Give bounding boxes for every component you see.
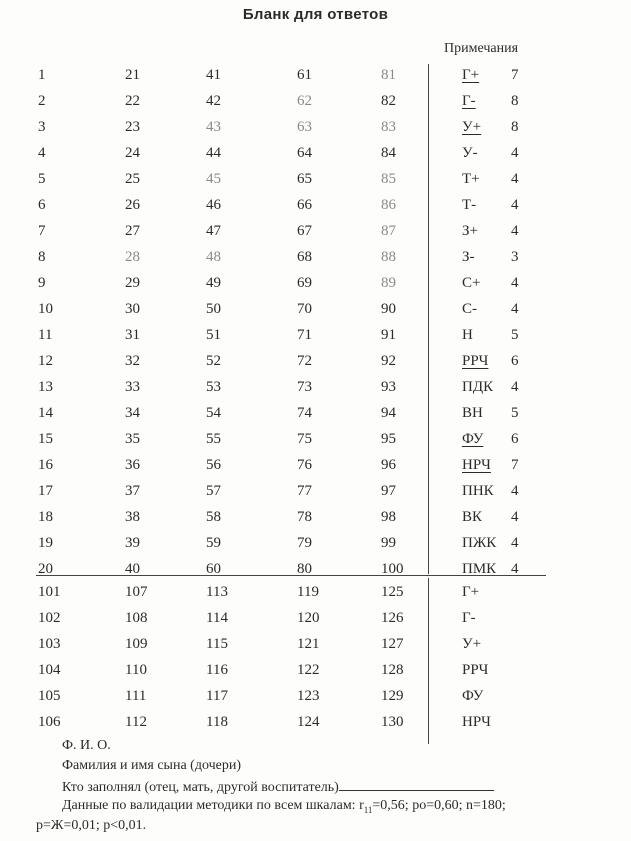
item-number: 61 bbox=[297, 67, 312, 83]
item-number: 62 bbox=[297, 93, 312, 109]
item-number: 37 bbox=[125, 483, 140, 499]
item-number: 64 bbox=[297, 145, 312, 161]
item-number: 6 bbox=[38, 197, 46, 213]
item-number: 44 bbox=[206, 145, 221, 161]
note-scale: РРЧ bbox=[462, 353, 489, 369]
note-scale: ФУ bbox=[462, 688, 484, 704]
item-number: 129 bbox=[381, 688, 404, 704]
item-number: 13 bbox=[38, 379, 53, 395]
note-value: 4 bbox=[511, 535, 519, 551]
item-number: 58 bbox=[206, 509, 221, 525]
item-number: 120 bbox=[297, 610, 320, 626]
item-number: 12 bbox=[38, 353, 53, 369]
note-value: 4 bbox=[511, 561, 519, 577]
item-number: 102 bbox=[38, 610, 61, 626]
item-number: 76 bbox=[297, 457, 312, 473]
note-value: 7 bbox=[511, 67, 519, 83]
item-number: 25 bbox=[125, 171, 140, 187]
note-value: 5 bbox=[511, 327, 519, 343]
item-number: 118 bbox=[206, 714, 228, 730]
item-number: 48 bbox=[206, 249, 221, 265]
form-title: Бланк для ответов bbox=[242, 6, 389, 23]
item-number: 38 bbox=[125, 509, 140, 525]
note-scale: З- bbox=[462, 249, 475, 265]
item-number: 109 bbox=[125, 636, 148, 652]
item-number: 47 bbox=[206, 223, 221, 239]
item-number: 88 bbox=[381, 249, 396, 265]
item-number: 91 bbox=[381, 327, 396, 343]
item-number: 83 bbox=[381, 119, 396, 135]
item-number: 1 bbox=[38, 67, 46, 83]
item-number: 77 bbox=[297, 483, 312, 499]
item-number: 105 bbox=[38, 688, 61, 704]
notes-header: Примечания bbox=[444, 41, 519, 56]
note-scale: ПДК bbox=[462, 379, 494, 395]
item-number: 56 bbox=[206, 457, 221, 473]
item-number: 94 bbox=[381, 405, 396, 421]
notes-divider-top bbox=[428, 64, 429, 574]
item-number: 7 bbox=[38, 223, 46, 239]
note-scale: ВН bbox=[462, 405, 483, 421]
note-scale: Т+ bbox=[462, 171, 480, 187]
item-number: 51 bbox=[206, 327, 221, 343]
child-name-line: Фамилия и имя сына (дочери) bbox=[62, 758, 241, 773]
item-number: 11 bbox=[38, 327, 53, 343]
item-number: 86 bbox=[381, 197, 396, 213]
note-scale: С+ bbox=[462, 275, 481, 291]
item-number: 43 bbox=[206, 119, 221, 135]
note-scale: ПМК bbox=[462, 561, 497, 577]
item-number: 101 bbox=[38, 584, 61, 600]
item-number: 125 bbox=[381, 584, 404, 600]
item-number: 73 bbox=[297, 379, 312, 395]
note-value: 6 bbox=[511, 353, 519, 369]
item-number: 59 bbox=[206, 535, 221, 551]
item-number: 46 bbox=[206, 197, 221, 213]
item-number: 117 bbox=[206, 688, 228, 704]
item-number: 93 bbox=[381, 379, 396, 395]
item-number: 18 bbox=[38, 509, 53, 525]
item-number: 8 bbox=[38, 249, 46, 265]
item-number: 29 bbox=[125, 275, 140, 291]
note-value: 8 bbox=[511, 93, 519, 109]
item-number: 84 bbox=[381, 145, 396, 161]
item-number: 98 bbox=[381, 509, 396, 525]
item-number: 52 bbox=[206, 353, 221, 369]
item-number: 33 bbox=[125, 379, 140, 395]
note-value: 6 bbox=[511, 431, 519, 447]
note-scale: РРЧ bbox=[462, 662, 489, 678]
item-number: 15 bbox=[38, 431, 53, 447]
notes-divider-bottom bbox=[428, 578, 429, 744]
item-number: 54 bbox=[206, 405, 221, 421]
note-scale: НРЧ bbox=[462, 714, 491, 730]
item-number: 20 bbox=[38, 561, 53, 577]
item-number: 41 bbox=[206, 67, 221, 83]
item-number: 87 bbox=[381, 223, 396, 239]
note-value: 4 bbox=[511, 275, 519, 291]
item-number: 45 bbox=[206, 171, 221, 187]
item-number: 10 bbox=[38, 301, 53, 317]
note-value: 4 bbox=[511, 483, 519, 499]
item-number: 122 bbox=[297, 662, 320, 678]
note-value: 3 bbox=[511, 249, 519, 265]
note-scale: Г- bbox=[462, 93, 476, 109]
item-number: 130 bbox=[381, 714, 404, 730]
item-number: 85 bbox=[381, 171, 396, 187]
item-number: 104 bbox=[38, 662, 61, 678]
item-number: 112 bbox=[125, 714, 147, 730]
note-scale: Г- bbox=[462, 610, 476, 626]
item-number: 67 bbox=[297, 223, 312, 239]
item-number: 57 bbox=[206, 483, 221, 499]
item-number: 53 bbox=[206, 379, 221, 395]
item-number: 90 bbox=[381, 301, 396, 317]
item-number: 27 bbox=[125, 223, 140, 239]
item-number: 108 bbox=[125, 610, 148, 626]
note-scale: З+ bbox=[462, 223, 478, 239]
item-number: 40 bbox=[125, 561, 140, 577]
item-number: 100 bbox=[381, 561, 404, 577]
item-number: 9 bbox=[38, 275, 46, 291]
item-number: 116 bbox=[206, 662, 228, 678]
item-number: 26 bbox=[125, 197, 140, 213]
item-number: 49 bbox=[206, 275, 221, 291]
item-number: 114 bbox=[206, 610, 228, 626]
item-number: 30 bbox=[125, 301, 140, 317]
filled-by-line bbox=[62, 778, 494, 796]
item-number: 24 bbox=[125, 145, 140, 161]
item-number: 124 bbox=[297, 714, 320, 730]
item-number: 5 bbox=[38, 171, 46, 187]
note-value: 4 bbox=[511, 145, 519, 161]
note-scale: У+ bbox=[462, 119, 482, 135]
item-number: 110 bbox=[125, 662, 147, 678]
item-number: 72 bbox=[297, 353, 312, 369]
item-number: 32 bbox=[125, 353, 140, 369]
fio-line: Ф. И. О. bbox=[62, 738, 111, 753]
validation-line-2: р=Ж=0,01; р<0,01. bbox=[36, 818, 147, 833]
item-number: 80 bbox=[297, 561, 312, 577]
filled-by-blank bbox=[339, 778, 494, 791]
note-scale: Н bbox=[462, 327, 473, 343]
item-number: 34 bbox=[125, 405, 140, 421]
note-value: 4 bbox=[511, 197, 519, 213]
item-number: 82 bbox=[381, 93, 396, 109]
validation-text-1: Данные по валидации методики по всем шкалам: r bbox=[62, 798, 364, 813]
item-number: 69 bbox=[297, 275, 312, 291]
item-number: 16 bbox=[38, 457, 53, 473]
item-number: 95 bbox=[381, 431, 396, 447]
note-scale: У+ bbox=[462, 636, 482, 652]
item-number: 97 bbox=[381, 483, 396, 499]
item-number: 66 bbox=[297, 197, 312, 213]
item-number: 106 bbox=[38, 714, 61, 730]
note-scale: С- bbox=[462, 301, 477, 317]
item-number: 75 bbox=[297, 431, 312, 447]
note-value: 4 bbox=[511, 223, 519, 239]
item-number: 92 bbox=[381, 353, 396, 369]
item-number: 4 bbox=[38, 145, 46, 161]
item-number: 128 bbox=[381, 662, 404, 678]
item-number: 70 bbox=[297, 301, 312, 317]
item-number: 99 bbox=[381, 535, 396, 551]
item-number: 63 bbox=[297, 119, 312, 135]
item-number: 22 bbox=[125, 93, 140, 109]
item-number: 126 bbox=[381, 610, 404, 626]
item-number: 113 bbox=[206, 584, 228, 600]
note-scale: ФУ bbox=[462, 431, 484, 447]
note-scale: НРЧ bbox=[462, 457, 491, 473]
item-number: 127 bbox=[381, 636, 404, 652]
note-value: 7 bbox=[511, 457, 519, 473]
section-separator bbox=[36, 575, 546, 576]
item-number: 50 bbox=[206, 301, 221, 317]
note-scale: ВК bbox=[462, 509, 483, 525]
item-number: 107 bbox=[125, 584, 148, 600]
note-value: 4 bbox=[511, 171, 519, 187]
item-number: 3 bbox=[38, 119, 46, 135]
filled-by-label: Кто заполнял (отец, мать, другой воспитатель) bbox=[62, 780, 339, 795]
item-number: 111 bbox=[125, 688, 147, 704]
validation-line-1 bbox=[62, 798, 506, 815]
item-number: 19 bbox=[38, 535, 53, 551]
item-number: 103 bbox=[38, 636, 61, 652]
item-number: 28 bbox=[125, 249, 140, 265]
item-number: 119 bbox=[297, 584, 319, 600]
item-number: 115 bbox=[206, 636, 228, 652]
item-number: 36 bbox=[125, 457, 140, 473]
item-number: 35 bbox=[125, 431, 140, 447]
item-number: 42 bbox=[206, 93, 221, 109]
item-number: 79 bbox=[297, 535, 312, 551]
note-scale: Г+ bbox=[462, 67, 480, 83]
item-number: 81 bbox=[381, 67, 396, 83]
item-number: 89 bbox=[381, 275, 396, 291]
item-number: 71 bbox=[297, 327, 312, 343]
note-scale: ПЖК bbox=[462, 535, 497, 551]
item-number: 65 bbox=[297, 171, 312, 187]
item-number: 121 bbox=[297, 636, 320, 652]
item-number: 74 bbox=[297, 405, 312, 421]
item-number: 21 bbox=[125, 67, 140, 83]
item-number: 31 bbox=[125, 327, 140, 343]
item-number: 39 bbox=[125, 535, 140, 551]
item-number: 2 bbox=[38, 93, 46, 109]
item-number: 123 bbox=[297, 688, 320, 704]
item-number: 68 bbox=[297, 249, 312, 265]
item-number: 17 bbox=[38, 483, 53, 499]
item-number: 55 bbox=[206, 431, 221, 447]
note-value: 5 bbox=[511, 405, 519, 421]
note-value: 4 bbox=[511, 301, 519, 317]
note-scale: У- bbox=[462, 145, 478, 161]
validation-text-2: =0,56; ро=0,60; n=180; bbox=[372, 798, 506, 813]
item-number: 14 bbox=[38, 405, 53, 421]
validation-subscript: 11 bbox=[363, 804, 373, 815]
item-number: 23 bbox=[125, 119, 140, 135]
note-value: 8 bbox=[511, 119, 519, 135]
note-scale: ПНК bbox=[462, 483, 494, 499]
note-value: 4 bbox=[511, 509, 519, 525]
note-scale: Г+ bbox=[462, 584, 480, 600]
item-number: 78 bbox=[297, 509, 312, 525]
note-scale: Т- bbox=[462, 197, 477, 213]
item-number: 96 bbox=[381, 457, 396, 473]
note-value: 4 bbox=[511, 379, 519, 395]
item-number: 60 bbox=[206, 561, 221, 577]
